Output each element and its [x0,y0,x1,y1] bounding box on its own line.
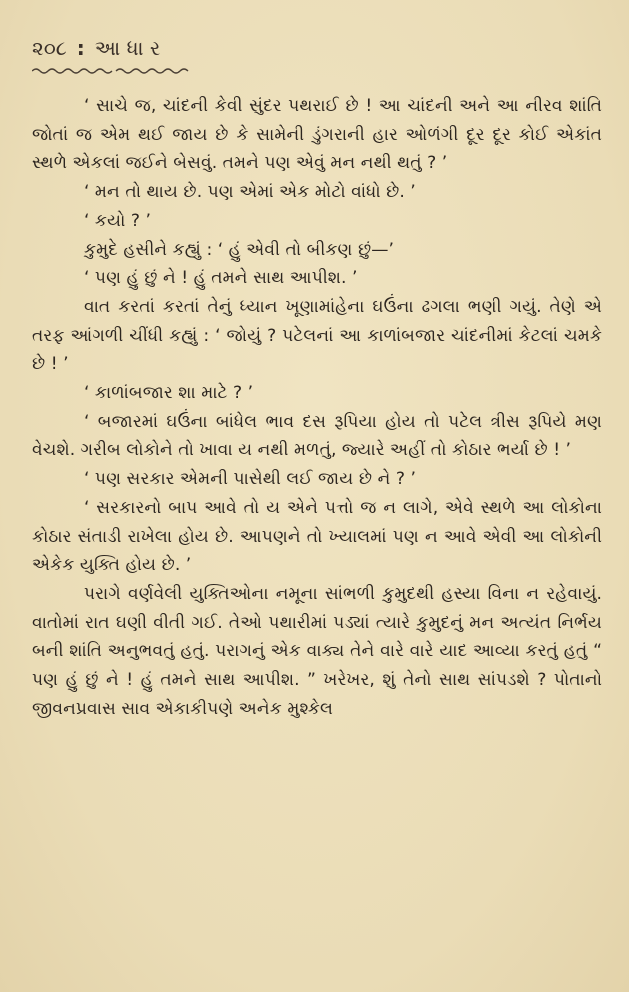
book-title: આ ધા ર [94,36,161,60]
paragraph: ‘ પણ હું છું ને ! હું તમને સાથ આપીશ. ’ [84,268,358,289]
paragraph: ‘ કયો ? ’ [84,210,151,231]
paragraph: ‘ બજારમાં ઘઉંના બાંધેલ ભાવ દસ રૂપિયા હોય તો પટેલ ત્રીસ રૂપિયે મણ વેચશે. ગરીબ લોકોને તો ખાવા ય નથી મળતું, જ્યારે અહીં તો કોઠાર ભર્યા છે ! ’ [32,411,602,461]
paragraph: વાત કરતાં કરતાં તેનું ધ્યાન ખૂણામાંહેના ઘઉંના ઢગલા ભણી ગયું. તેણે એ તરફ આંગળી ચીંધી કહ્યું : ‘ જોયું ? પટેલનાં આ કાળાંબજાર ચાંદનીમાં કેટલાં ચમકે છે ! ’ [32,296,602,375]
paragraph: ‘ પણ સરકાર એમની પાસેથી લઈ જાય છે ને ? ’ [84,469,416,490]
paragraph: પરાગે વર્ણવેલી યુક્તિઓના નમૂના સાંભળી કુમુદથી હસ્યા વિના ન રહેવાયું. વાતોમાં રાત ઘણી વીતી ગઈ. તેઓ પથારીમાં પડ્યાં ત્યારે કુમુદનું મન અત્યંત નિર્ભય બની શાંતિ અનુભવતું હતું. પરાગનું એક વાક્ય તેને વારે વારે યાદ આવ્યા કરતું હતું “ પણ હું છું ને ! હું તમને સાથ આપીશ. ” ખરેખર, શું તેનો સાથ સાંપડશે ? પોતાનો જીવનપ્રવાસ સાવ એકાકીપણે અનેક મુશ્કેલ [32,583,602,719]
page-number: ૨૦૮ [32,36,67,60]
paragraph: ‘ સાચે જ, ચાંદની કેવી સુંદર પથરાઈ છે ! આ ચાંદની અને આ નીરવ શાંતિ જોતાં જ એમ થઈ જાય છે કે સામેની ડુંગરાની હાર ઓળંગી દૂર દૂર કોઈ એકાંત સ્થળે એકલાં જઈને બેસવું. તમને પણ એવું મન નથી થતું ? ’ [32,96,602,174]
paragraph: ‘ સરકારનો બાપ આવે તો ય એને પત્તો જ ન લાગે, એવે સ્થળે આ લોકોના કોઠાર સંતાડી રાખેલા હોય છે. આપણને તો ખ્યાલમાં પણ ન આવે એવી આ લોકોની એકેક યુક્તિ હોય છે. ’ [32,497,602,576]
header-underline-ornament [32,66,192,76]
running-header [32,36,160,60]
paragraph: ‘ કાળાંબજાર શા માટે ? ’ [84,383,254,404]
page-body [32,92,602,723]
paragraph: કુમુદે હસીને કહ્યું : ‘ હું એવી તો બીકણ છું—’ [84,239,394,260]
paragraph: ‘ મન તો થાય છે. પણ એમાં એક મોટો વાંધો છે. ’ [84,182,416,203]
header-separator: : [76,36,85,60]
